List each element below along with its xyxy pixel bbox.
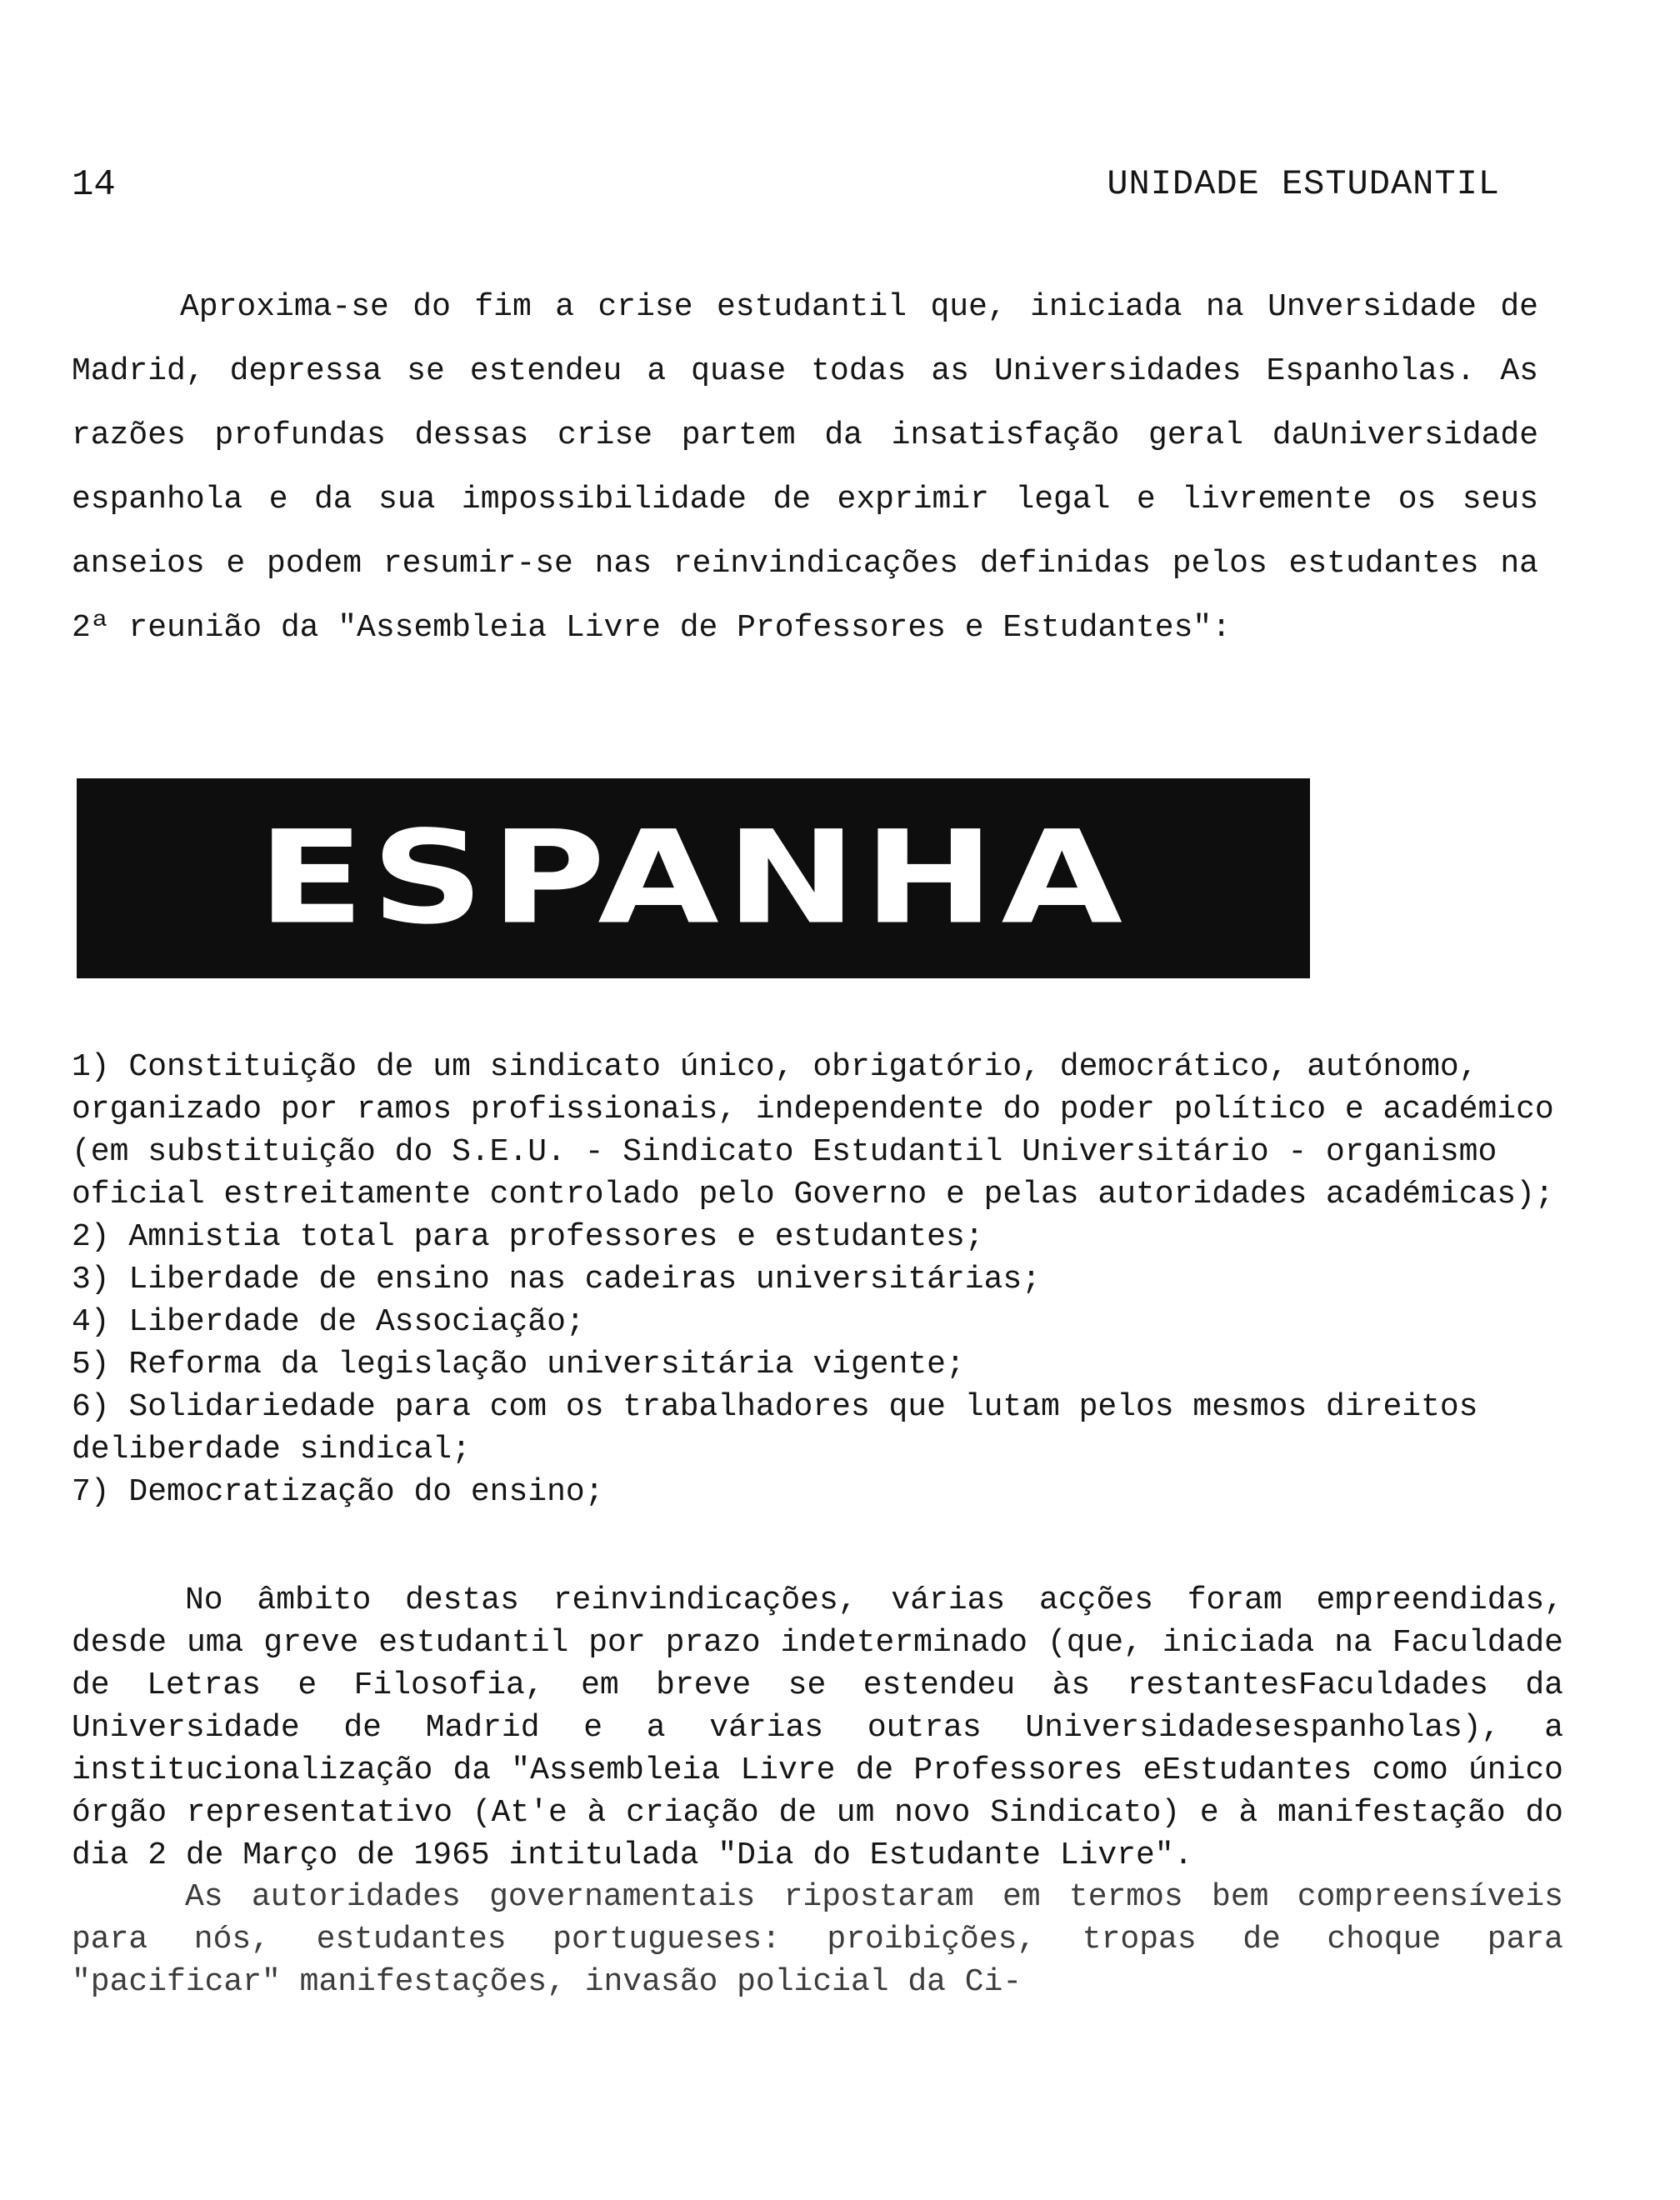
- demand-item: 2) Amnistia total para professores e estudantes;: [72, 1219, 984, 1255]
- body-paragraph: As autoridades governamentais ripostaram em termos bem compreensíveis para nós, estudantes portugueses: proibições, tropas de choque para "pacificar" manifestações, invasão policial da Ci-: [72, 1879, 1563, 2000]
- demands-list: [72, 1046, 1555, 1513]
- intro-paragraph: Aproxima-se do fim a crise estudantil que, iniciada na Unversidade de Madrid, depressa se estendeu a quase todas as Universidades Espanholas. As razões profundas dessas crise partem da insatisfação geral daUniversidade espanhola e da sua impossibilidade de exprimir legal e livremente os seus anseios e podem resumir-se nas reinvindicações definidas pelos estudantes na 2ª reunião da "Assembleia Livre de Professores e Estudantes":: [72, 289, 1538, 646]
- demand-item: 1) Constituição de um sindicato único, obrigatório, democrático, autónomo, organizado por ramos profissionais, independente do poder político e académico (em substituição do S.E.U. - Sindicato Estudantil Universitário - organismo oficial estreitamente controlado pelo Governo e pelas autoridades académicas);: [72, 1049, 1554, 1212]
- espanha-banner: [77, 778, 1310, 978]
- demand-item: 4) Liberdade de Associação;: [72, 1304, 585, 1340]
- body-paragraph: No âmbito destas reinvindicações, várias acções foram empreendidas, desde uma greve estudantil por prazo indeterminado (que, iniciada na Faculdade de Letras e Filosofia, em breve se estendeu às restantesFaculdades da Universidade de Madrid e a várias outras Universidadesespanholas), a institucionalização da "Assembleia Livre de Professores eEstudantes como único órgão representativo (At'e à criação de um novo Sindicato) e à manifestação do dia 2 de Março de 1965 intitulada "Dia do Estudante Livre".: [72, 1582, 1563, 1873]
- demand-item: 6) Solidariedade para com os trabalhadores que lutam pelos mesmos direitos deliberdade sindical;: [72, 1389, 1478, 1468]
- demand-item: 3) Liberdade de ensino nas cadeiras universitárias;: [72, 1262, 1041, 1298]
- banner-title: ESPANHA: [257, 802, 1130, 953]
- demand-item: 7) Democratização do ensino;: [72, 1474, 604, 1510]
- running-head: UNIDADE ESTUDANTIL: [1107, 164, 1500, 204]
- demand-item: 5) Reforma da legislação universitária vigente;: [72, 1347, 965, 1382]
- page-number: 14: [72, 164, 116, 206]
